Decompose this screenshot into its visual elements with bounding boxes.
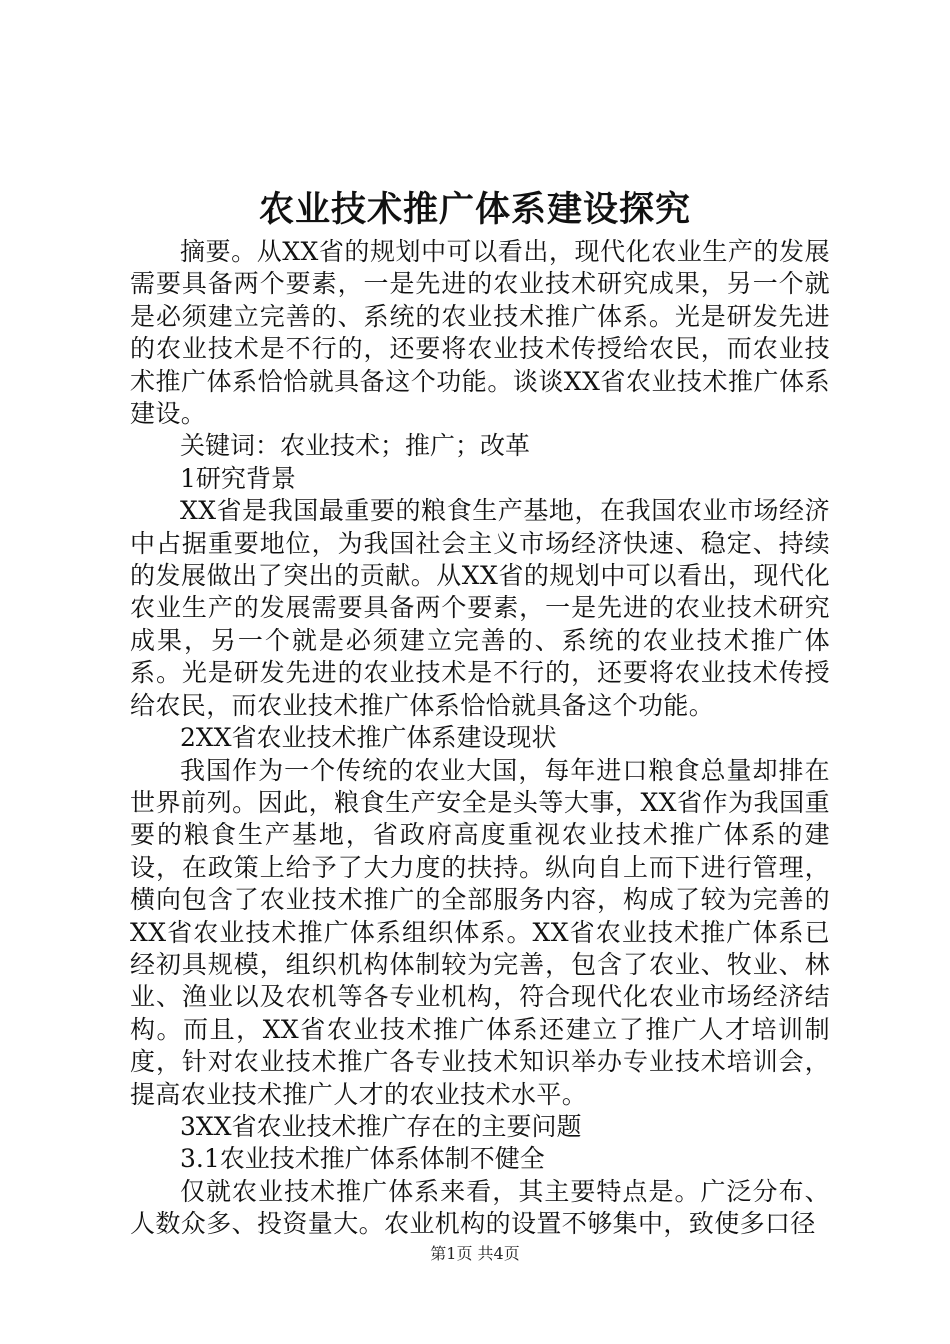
document-body — [130, 236, 830, 1241]
section-heading-1: 1研究背景 — [180, 463, 296, 493]
section-2-paragraph: 我国作为一个传统的农业大国，每年进口粮食总量却排在世界前列。因此，粮食生产安全是头等大事，XX省作为我国重要的粮食生产基地，省政府高度重视农业技术推广体系的建设，在政策上给予了大力度的扶持。纵向自上而下进行管理，横向包含了农业技术推广的全部服务内容，构成了较为完善的XX省农业技术推广体系组织体系。XX省农业技术推广体系已经初具规模，组织机构体制较为完善，包含了农业、牧业、林业、渔业以及农机等各专业机构，符合现代化农业市场经济结构。而且，XX省农业技术推广体系还建立了推广人才培训制度，针对农业技术推广各专业技术知识举办专业技术培训会，提高农业技术推广人才的农业技术水平。 — [130, 755, 830, 1109]
keywords-line: 关键词：农业技术；推广；改革 — [180, 431, 531, 461]
section-3-1-paragraph: 仅就农业技术推广体系来看，其主要特点是。广泛分布、人数众多、投资量大。农业机构的设置不够集中，致使多口径 — [130, 1176, 830, 1239]
page-footer: 第1页 共4页 — [430, 1244, 520, 1263]
document-title: 农业技术推广体系建设探究 — [258, 189, 691, 230]
section-heading-2: 2XX省农业技术推广体系建设现状 — [180, 723, 557, 753]
section-1-paragraph: XX省是我国最重要的粮食生产基地，在我国农业市场经济中占据重要地位，为我国社会主义市场经济快速、稳定、持续的发展做出了突出的贡献。从XX省的规划中可以看出，现代化农业生产的发展需要具备两个要素，一是先进的农业技术研究成果，另一个就是必须建立完善的、系统的农业技术推广体系。光是研发先进的农业技术是不行的，还要将农业技术传授给农民，而农业技术推广体系恰恰就具备这个功能。 — [130, 496, 830, 720]
section-heading-3-1: 3.1农业技术推广体系体制不健全 — [180, 1144, 545, 1174]
section-heading-3: 3XX省农业技术推广存在的主要问题 — [180, 1111, 582, 1141]
abstract-paragraph: 摘要。从XX省的规划中可以看出，现代化农业生产的发展需要具备两个要素，一是先进的农业技术研究成果，另一个就是必须建立完善的、系统的农业技术推广体系。光是研发先进的农业技术是不行的，还要将农业技术传授给农民，而农业技术推广体系恰恰就具备这个功能。谈谈XX省农业技术推广体系建设。 — [130, 237, 830, 429]
